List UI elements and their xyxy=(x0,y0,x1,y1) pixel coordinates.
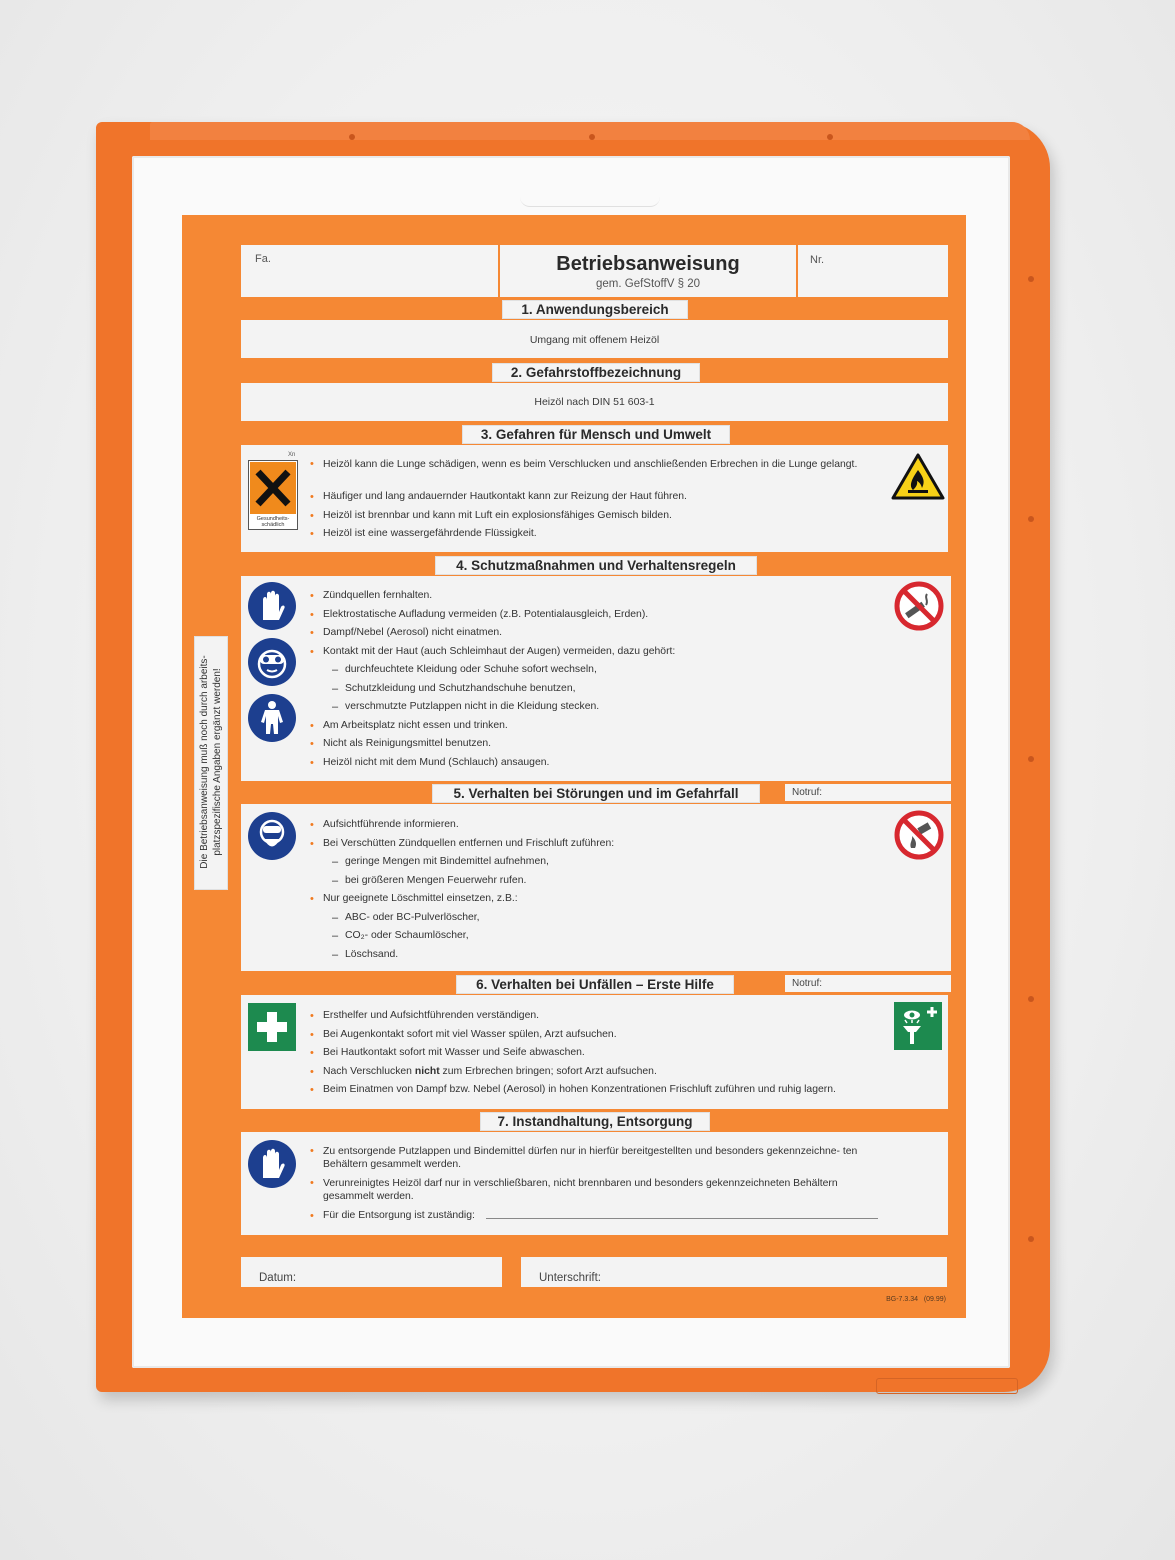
list-item: • Zündquellen fernhalten. xyxy=(310,590,433,602)
list-item: • Nicht als Reinigungsmittel benutzen. xyxy=(310,738,492,750)
list-item: • Am Arbeitsplatz nicht essen und trinken. xyxy=(310,719,508,732)
page-subtitle: gem. GefStoffV § 20 xyxy=(596,278,700,290)
list-item: • Heizöl ist eine wassergefährdende Flüssigkeit. xyxy=(310,528,537,540)
section-1-title: 1. Anwendungsbereich xyxy=(502,300,688,319)
list-item: • Aufsichtführende informieren. xyxy=(310,819,459,831)
emergency-label: Notruf: xyxy=(792,978,823,989)
section-5-title: 5. Verhalten bei Störungen und im Gefahrfall xyxy=(432,784,760,803)
frame-hole xyxy=(1028,996,1034,1002)
section-3-list xyxy=(310,458,880,546)
list-subitem: – Löschsand. xyxy=(332,948,399,961)
hazard-label: Gesundheits- schädlich xyxy=(256,516,290,528)
gloves-mandatory-icon xyxy=(248,582,296,630)
first-aid-icon xyxy=(248,1003,296,1051)
frame-hole xyxy=(1028,1236,1034,1242)
section-7-list xyxy=(310,1145,880,1228)
frame-hole xyxy=(1028,276,1034,282)
harmful-symbol xyxy=(248,460,298,530)
number-field[interactable] xyxy=(798,245,948,297)
date-label: Datum: xyxy=(259,1272,297,1284)
emergency-number-field[interactable] xyxy=(785,784,951,801)
section-2-box xyxy=(241,383,948,421)
list-item: • Dampf/Nebel (Aerosol) nicht einatmen. xyxy=(310,627,503,639)
eye-wash-icon xyxy=(894,1002,942,1050)
signature-label: Unterschrift: xyxy=(539,1272,601,1284)
frame-slot xyxy=(876,1378,1018,1394)
date-field[interactable] xyxy=(241,1257,502,1287)
list-subitem: – durchfeuchtete Kleidung oder Schuhe sofort wechseln, xyxy=(332,664,597,676)
list-item: • Verunreinigtes Heizöl darf nur in verschließbaren, nicht brennbaren und besonders gekennzeichneten Behältern gesammelt werden. xyxy=(310,1177,838,1202)
section-6-list xyxy=(310,1009,890,1102)
section-4-title: 4. Schutzmaßnahmen und Verhaltensregeln xyxy=(435,556,757,575)
section-1-box xyxy=(241,320,948,358)
list-subitem: – ABC- oder BC-Pulverlöscher, xyxy=(332,911,480,924)
pocket-tab xyxy=(520,186,660,207)
list-item: • Kontakt mit der Haut (auch Schleimhaut der Augen) vermeiden, dazu gehört: xyxy=(310,645,676,658)
gloves-mandatory-icon xyxy=(248,1140,296,1188)
list-subitem: – bei größeren Mengen Feuerwehr rufen. xyxy=(332,874,527,887)
list-item: • Heizöl nicht mit dem Mund (Schlauch) ansaugen. xyxy=(310,756,550,769)
section-7-title: 7. Instandhaltung, Entsorgung xyxy=(480,1112,710,1131)
list-item: • Bei Hautkontakt sofort mit Wasser und Seife abwaschen. xyxy=(310,1047,585,1059)
company-label: Fa. xyxy=(255,253,271,265)
side-note xyxy=(194,636,228,890)
protective-suit-icon xyxy=(248,694,296,742)
frame-hole xyxy=(589,134,595,140)
section-6-title: 6. Verhalten bei Unfällen – Erste Hilfe xyxy=(456,975,734,994)
list-item: • Nach Verschlucken nicht zum Erbrechen bringen; sofort Arzt aufsuchen. xyxy=(310,1065,657,1078)
page-title: Betriebsanweisung xyxy=(556,253,740,275)
section-5-list xyxy=(310,818,890,966)
list-item: • Ersthelfer und Aufsichtführenden verständigen. xyxy=(310,1010,540,1022)
respirator-mandatory-icon xyxy=(248,812,296,860)
list-item: • Für die Entsorgung ist zuständig: xyxy=(310,1210,475,1222)
frame-hole xyxy=(1028,516,1034,522)
no-smoking-icon xyxy=(894,581,944,636)
section-3-title: 3. Gefahren für Mensch und Umwelt xyxy=(462,425,730,444)
flammable-warning-icon xyxy=(891,452,945,505)
list-item: • Zu entsorgende Putzlappen und Bindemittel dürfen nur in hierfür bereitgestellten und besonders gekennzeichne- ten Behältern gesammelt werden. xyxy=(310,1145,858,1170)
section-2-title: 2. Gefahrstoffbezeichnung xyxy=(492,363,700,382)
list-item: • Bei Augenkontakt sofort mit viel Wasser spülen, Arzt aufsuchen. xyxy=(310,1028,617,1041)
emergency-number-field[interactable] xyxy=(785,975,951,992)
signature-field[interactable] xyxy=(521,1257,947,1287)
section-4-list xyxy=(310,589,890,774)
number-label: Nr. xyxy=(810,254,825,266)
list-subitem: – CO₂- oder Schaumlöscher, xyxy=(332,930,469,942)
x-cross-icon xyxy=(250,462,296,514)
side-note-text: Die Betriebsanweisung muß noch durch arbeits- platzspezifische Angaben ergänzt werden! xyxy=(199,655,223,869)
company-field[interactable] xyxy=(241,245,498,297)
list-item: • Beim Einatmen von Dampf bzw. Nebel (Aerosol) in hohen Konzentrationen Frischluft zuführen und ruhig lagern. xyxy=(310,1084,836,1096)
list-subitem: – verschmutzte Putzlappen nicht in die Kleidung stecken. xyxy=(332,701,600,713)
list-item: • Bei Verschütten Zündquellen entfernen und Frischluft zuführen: xyxy=(310,837,615,850)
list-subitem: – geringe Mengen mit Bindemittel aufnehmen, xyxy=(332,856,549,868)
title-box xyxy=(500,245,796,297)
hazard-code: Xn xyxy=(288,452,296,458)
list-item: • Elektrostatische Aufladung vermeiden (z.B. Potentialausgleich, Erden). xyxy=(310,608,649,621)
list-subitem: – Schutzkleidung und Schutzhandschuhe benutzen, xyxy=(332,682,576,695)
list-item: • Heizöl kann die Lunge schädigen, wenn es beim Verschlucken und anschließenden Erbrechen in die Lunge gelangt. xyxy=(310,458,858,470)
section-1-text: Umgang mit offenem Heizöl xyxy=(529,334,660,346)
emergency-label: Notruf: xyxy=(792,787,823,798)
list-item: • Häufiger und lang andauernder Hautkontakt kann zur Reizung der Haut führen. xyxy=(310,491,687,503)
frame-hole xyxy=(1028,756,1034,762)
list-item: • Heizöl ist brennbar und kann mit Luft ein explosionsfähiges Gemisch bilden. xyxy=(310,509,672,522)
list-item: • Nur geeignete Löschmittel einsetzen, z.B.: xyxy=(310,893,518,905)
frame-hole xyxy=(349,134,355,140)
frame-hole xyxy=(827,134,833,140)
form-reference: BG-7.3.34 (09.99) xyxy=(886,1296,946,1303)
disposal-responsible-line[interactable] xyxy=(486,1218,878,1219)
goggles-mandatory-icon xyxy=(248,638,296,686)
no-water-extinguish-icon xyxy=(894,810,944,865)
section-2-text: Heizöl nach DIN 51 603-1 xyxy=(534,396,655,408)
